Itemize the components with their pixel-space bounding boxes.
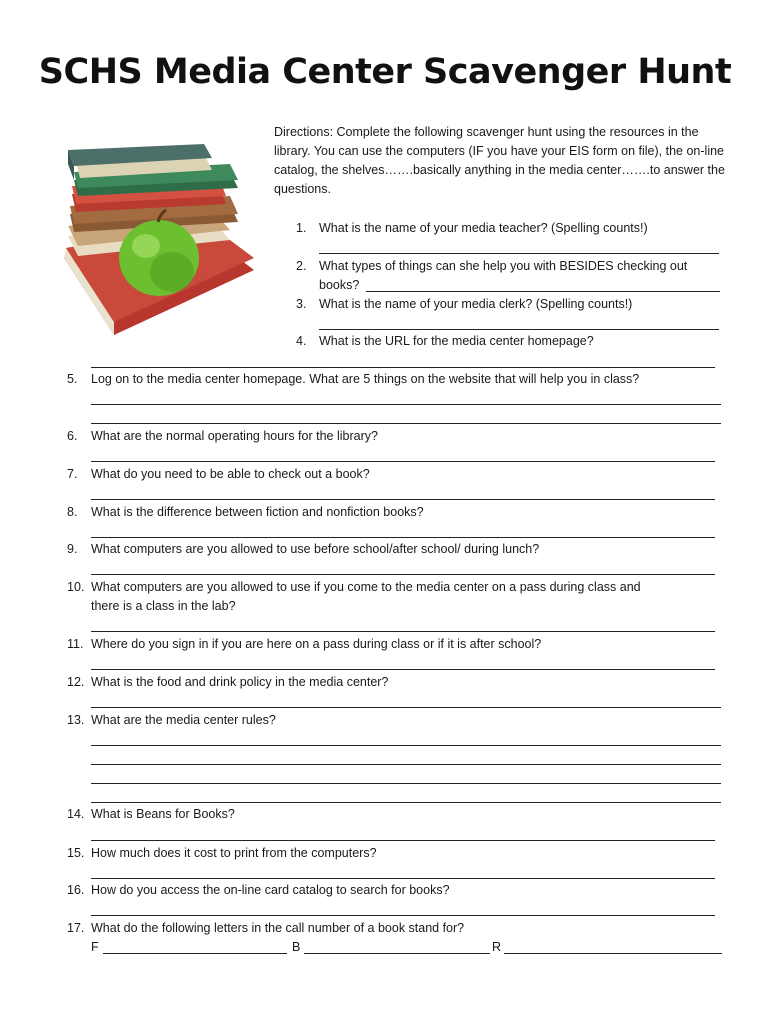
question-text: What do you need to be able to check out a book? [91,467,370,481]
answer-line[interactable] [91,423,721,424]
question-number: 3. [296,297,307,311]
question-number: 9. [67,542,78,556]
answer-line[interactable] [91,707,721,708]
answer-line-b[interactable] [304,953,490,954]
question-text: What is the difference between fiction and nonfiction books? [91,505,424,519]
question-text-cont: there is a class in the lab? [91,599,236,613]
question-number: 17. [67,921,85,935]
answer-line[interactable] [91,878,715,879]
answer-line-f[interactable] [103,953,287,954]
question-number: 1. [296,221,307,235]
answer-line[interactable] [91,574,715,575]
question-text-cont: books? [319,278,360,292]
question-text: What are the normal operating hours for the library? [91,429,378,443]
question-number: 10. [67,580,85,594]
question-text: Where do you sign in if you are here on a pass during class or if it is after school? [91,637,542,651]
question-text: What is the name of your media teacher? (Spelling counts!) [319,221,648,235]
question-number: 16. [67,883,85,897]
question-text: What is the name of your media clerk? (Spelling counts!) [319,297,633,311]
answer-line[interactable] [91,669,715,670]
question-text: What is the food and drink policy in the media center? [91,675,389,689]
question-number: 14. [67,807,85,821]
question-text: What is Beans for Books? [91,807,235,821]
answer-line[interactable] [91,745,721,746]
page-title: SCHS Media Center Scavenger Hunt [38,52,732,92]
question-text: What is the URL for the media center homepage? [319,334,594,348]
answer-line[interactable] [91,915,715,916]
question-number: 15. [67,846,85,860]
answer-line[interactable] [366,291,720,292]
answer-line[interactable] [91,404,721,405]
call-letter-b: B [292,940,301,954]
answer-line[interactable] [91,840,715,841]
answer-line[interactable] [319,253,719,254]
question-number: 4. [296,334,307,348]
question-text: How much does it cost to print from the computers? [91,846,377,860]
question-number: 6. [67,429,78,443]
answer-line-r[interactable] [504,953,722,954]
question-text: What do the following letters in the call number of a book stand for? [91,921,465,935]
call-letter-f: F [91,940,99,954]
question-text: What are the media center rules? [91,713,276,727]
answer-line[interactable] [319,329,719,330]
call-letter-r: R [492,940,502,954]
question-text: What computers are you allowed to use before school/after school/ during lunch? [91,542,540,556]
answer-line[interactable] [91,461,715,462]
question-number: 2. [296,259,307,273]
question-text: What types of things can she help you with BESIDES checking out [319,259,688,273]
question-number: 11. [67,637,84,651]
answer-line[interactable] [91,631,715,632]
answer-line[interactable] [91,764,721,765]
question-text: How do you access the on-line card catalog to search for books? [91,883,450,897]
answer-line[interactable] [91,499,715,500]
question-number: 7. [67,467,78,481]
answer-line[interactable] [91,802,721,803]
question-text: What computers are you allowed to use if you come to the media center on a pass during class and [91,580,641,594]
question-number: 13. [67,713,85,727]
books-apple-image [54,140,264,340]
answer-line[interactable] [91,367,715,368]
answer-line[interactable] [91,783,721,784]
question-number: 5. [67,372,78,386]
question-number: 8. [67,505,78,519]
directions-text: Directions: Complete the following scavenger hunt using the resources in the library. You can use the computers (IF you have your EIS form on file), the on-line catalog, the shelves…….basically anything in the media center…….to answer the questions. [274,125,725,196]
question-number: 12. [67,675,85,689]
answer-line[interactable] [91,537,715,538]
question-text: Log on to the media center homepage. What are 5 things on the website that will help you in class? [91,372,640,386]
